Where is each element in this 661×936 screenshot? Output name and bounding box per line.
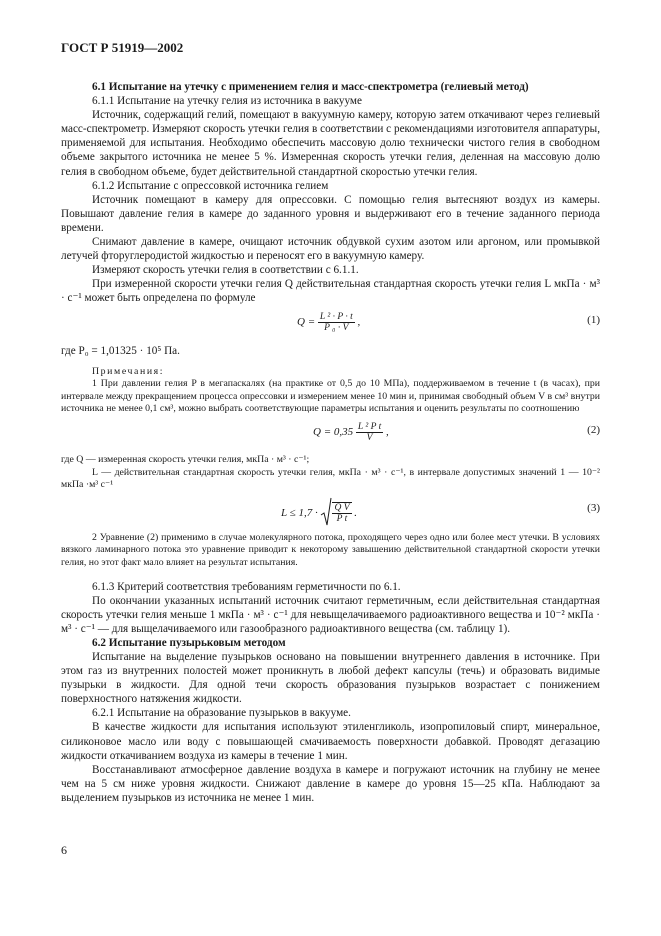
subsection-6-1-3-title: 6.1.3 Критерий соответствия требованиям герметичности по 6.1.	[92, 580, 401, 593]
formula-3-numerator: Q V	[334, 503, 350, 514]
paragraph-6-1-2-d: При измеренной скорости утечки гелия Q действительная стандартная скорость утечки гелия L мкПа · м³ · с⁻¹ может быть определена по формуле	[61, 278, 600, 305]
formula-1-tail: ,	[357, 315, 361, 328]
formula-3-denominator: P t	[336, 514, 348, 525]
formula-1-numerator: L ² · P · t	[319, 311, 353, 322]
page-number: 6	[61, 843, 67, 857]
formula-1	[61, 306, 600, 344]
paragraph-6-2-a: Испытание на выделение пузырьков основано на повышении внутреннего давления в источнике. При этом газ из внутренних полостей может проникнуть в любой дефект капсулы (течь) и образовать видимые пузырьки в жидкости. Для одной течи скорость образования пузырьков возрастает с понижением поверхностного натяжения жидкости.	[61, 651, 600, 706]
formula-2-fraction	[356, 422, 383, 443]
formula-2-number: (2)	[587, 423, 600, 436]
subsection-6-1-2-title: 6.1.2 Испытание с опрессовкой источника гелием	[92, 179, 329, 192]
formula-3-fraction	[332, 502, 351, 524]
formula-3-tail: .	[354, 506, 358, 519]
subsection-6-1-1-title: 6.1.1 Испытание на утечку гелия из источника в вакууме	[92, 95, 362, 108]
where-p0: где P₀ = 1,01325 · 10⁵ Па.	[61, 344, 180, 357]
formula-3-lhs: L ≤ 1,7 ·	[281, 506, 318, 519]
formula-3	[61, 492, 600, 532]
note-1: 1 При давлении гелия P в мегапаскалях (на практике от 0,5 до 10 МПа), поддерживаемом в течение t (в часах), при интервале между прекращением процесса опрессовки и измерением менее 10 мин и, принимая свободный объем V в см³ внутри источника не менее 0,1 см³, можно выбрать соответствующие параметры испытания и оценить результаты по соотношению	[61, 378, 600, 415]
formula-2	[61, 416, 600, 454]
formula-2-tail: ,	[385, 426, 389, 438]
note-2: 2 Уравнение (2) применимо в случае молекулярного потока, проходящего через одно или более мест утечки. В условиях вязкого ламинарного потока это уравнение приводит к некоторому завышению действительной стандартной скорости утечки гелия, но этот факт мало влияет на результат испытания.	[61, 531, 600, 568]
paragraph-6-1-3: По окончании указанных испытаний источник считают герметичным, если действительная стандартная скорость утечки гелия меньше 1 мкПа · м³ · с⁻¹ для невыщелачиваемого радиоактивного вещества и 10⁻² мкПа · м³ · с⁻¹ — для выщелачиваемого или газообразного радиоактивного вещества (см. таблицу 1).	[61, 594, 600, 635]
formula-2-denominator: V	[366, 432, 373, 443]
formula-3-number: (3)	[587, 501, 600, 514]
notes-title: Примечания:	[92, 365, 165, 377]
section-6-1-heading: 6.1 Испытание на утечку с применением гелия и масс-спектрометра (гелиевый метод)	[92, 81, 529, 93]
paragraph-6-1-2-a: Источник помещают в камеру для опрессовки. С помощью гелия вытесняют воздух из камеры. Повышают давление гелия в камере до заданного уровня и выдерживают его в течение заданного периода времени.	[61, 193, 600, 234]
paragraph-6-1-2-c: Измеряют скорость утечки гелия в соответствии с 6.1.1.	[92, 264, 359, 277]
subsection-6-2-1-title: 6.2.1 Испытание на образование пузырьков в вакууме.	[92, 707, 351, 720]
formula-1-denominator: P ₀ · V	[324, 322, 349, 333]
where-q: где Q — измеренная скорость утечки гелия, мкПа · м³ · с⁻¹;	[61, 453, 310, 465]
where-l: L — действительная стандартная скорость утечки гелия, мкПа · м³ · с⁻¹, в интервале допустимых значений 1 — 10⁻² мкПа ·м³ с⁻¹	[61, 466, 600, 491]
formula-2-numerator: L ² P t	[357, 421, 382, 432]
formula-2-lhs: Q = 0,35	[313, 426, 354, 438]
paragraph-6-1-2-b: Снимают давление в камере, очищают источник обдувкой сухим азотом или аргоном, или промывкой летучей фторуглеродистой жидкостью и переносят его в вакуумную камеру.	[61, 236, 600, 263]
paragraph-6-1-1: Источник, содержащий гелий, помещают в вакуумную камеру, которую затем откачивают через гелиевый масс-спектрометр. Измеряют скорость утечки гелия в соответствии с рекомендациями изготовителя аппаратуры, применяемой для испытания. Необходимо обеспечить массовую долю технически чистого гелия в свободном объеме закрытого источника не менее 5 %. Измеренная скорость утечки гелия, деленная на массовую долю гелия в свободном объеме, будет действительной стандартной скоростью утечки гелия.	[61, 109, 600, 178]
formula-1-number: (1)	[587, 313, 600, 326]
document-header: ГОСТ Р 51919—2002	[61, 40, 184, 55]
sqrt-sign-icon	[320, 497, 332, 530]
section-6-2-heading: 6.2 Испытание пузырьковым методом	[92, 636, 286, 649]
paragraph-6-2-1-a: В качестве жидкости для испытания используют этиленгликоль, изопропиловый спирт, минеральное, силиконовое масло или воду с повышающей смачиваемость поверхности добавкой. Проводят дегазацию жидкости откачиванием воздуха из камеры в течение 1 мин.	[61, 721, 600, 762]
paragraph-6-2-1-b: Восстанавливают атмосферное давление воздуха в камере и погружают источник на глубину не менее чем на 5 см ниже уровня жидкости. Снижают давление в камере до уровня 15—25 кПа. Наблюдают за выделением пузырьков из источника не менее 1 мин.	[61, 763, 600, 804]
formula-1-lhs: Q =	[297, 315, 316, 328]
formula-1-fraction	[318, 312, 355, 333]
